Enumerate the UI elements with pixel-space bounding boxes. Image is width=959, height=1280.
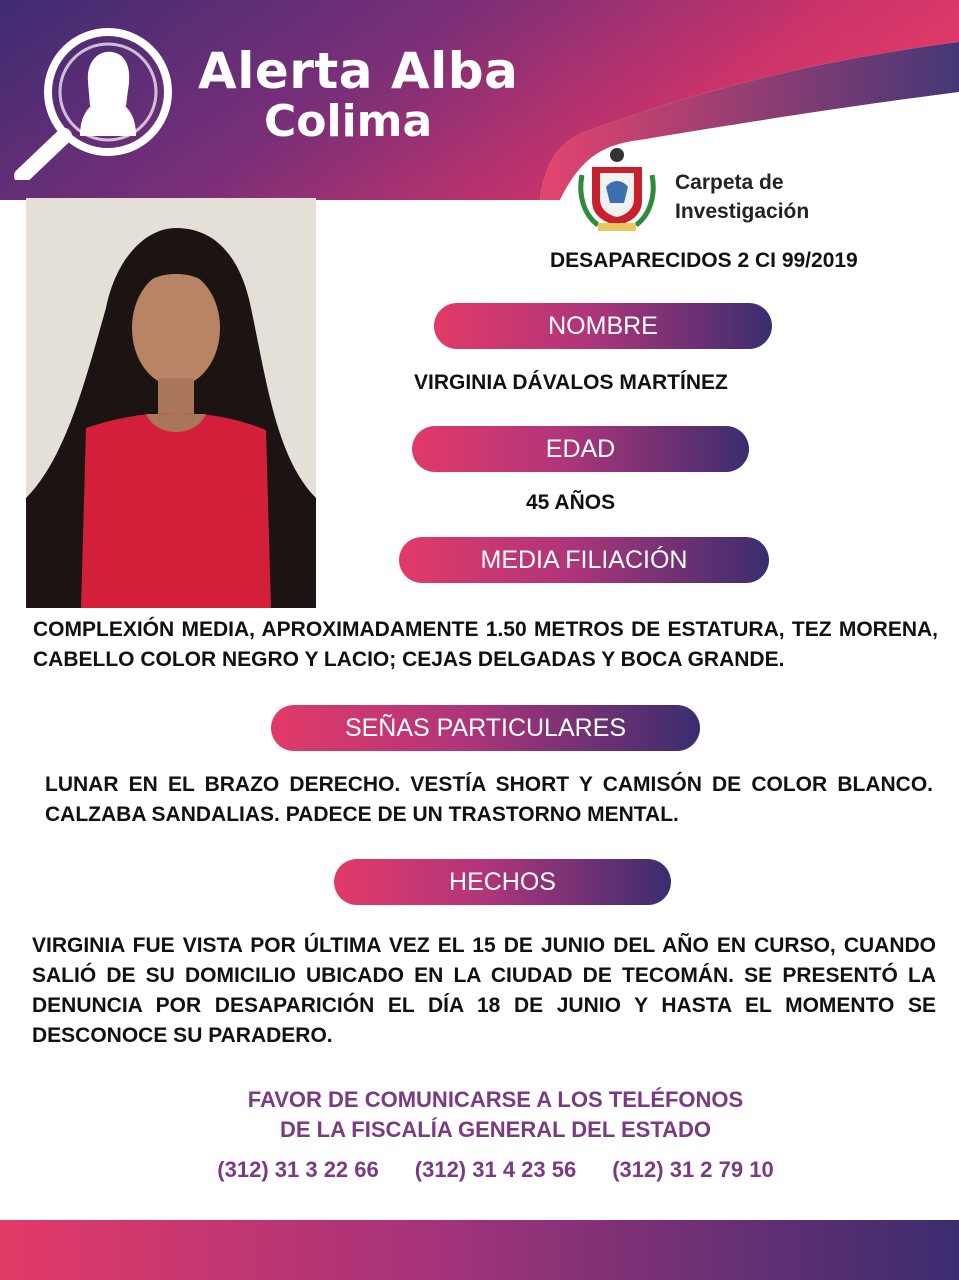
- carpeta-line2: Investigación: [675, 200, 810, 223]
- magnifier-woman-icon: [8, 20, 178, 180]
- name-header: NOMBRE: [434, 303, 772, 349]
- description-text: COMPLEXIÓN MEDIA, APROXIMADAMENTE 1.50 METROS DE ESTATURA, TEZ MORENA, CABELLO COLOR NEGRO Y LACIO; CEJAS DELGADAS Y BOCA GRANDE.: [33, 618, 938, 671]
- name-value: VIRGINIA DÁVALOS MARTÍNEZ: [414, 371, 728, 394]
- description-header: MEDIA FILIACIÓN: [399, 537, 769, 583]
- phone-number[interactable]: (312) 31 4 23 56: [414, 1157, 577, 1182]
- carpeta-line1: Carpeta de: [675, 171, 784, 194]
- header-subtitle: Colima: [264, 96, 433, 147]
- phone-number[interactable]: (312) 31 3 22 66: [217, 1157, 379, 1182]
- contact-line2: DE LA FISCALÍA GENERAL DEL ESTADO: [279, 1117, 712, 1142]
- footer-bar: [0, 1220, 959, 1280]
- phone-number[interactable]: (312) 31 2 79 10: [612, 1157, 774, 1182]
- marks-header: SEÑAS PARTICULARES: [271, 705, 700, 751]
- facts-text: VIRGINIA FUE VISTA POR ÚLTIMA VEZ EL 15 DE JUNIO DEL AÑO EN CURSO, CUANDO SALIÓ DE SU DOMICILIO UBICADO EN LA CIUDAD DE TECOMÁN. SE PRESENTÓ LA DENUNCIA POR DESAPARICIÓN EL DÍA 18 DE JUNIO Y HASTA EL MOMENTO SE DESCONOCE SU PARADERO.: [32, 934, 936, 1047]
- facts-header: HECHOS: [334, 859, 671, 905]
- contact-line1: FAVOR DE COMUNICARSE A LOS TELÉFONOS: [247, 1087, 744, 1112]
- header-title: Alerta Alba: [198, 42, 519, 100]
- case-number: DESAPARECIDOS 2 CI 99/2019: [550, 249, 858, 272]
- phone-list: [0, 1157, 959, 1183]
- missing-person-photo: [26, 198, 316, 608]
- age-value: 45 AÑOS: [526, 491, 616, 514]
- age-header: EDAD: [412, 426, 749, 472]
- carpeta-label: [675, 168, 809, 226]
- colima-coat-of-arms-icon: [576, 145, 658, 233]
- marks-text: LUNAR EN EL BRAZO DERECHO. VESTÍA SHORT Y CAMISÓN DE COLOR BLANCO. CALZABA SANDALIAS. PADECE DE UN TRASTORNO MENTAL.: [45, 773, 933, 826]
